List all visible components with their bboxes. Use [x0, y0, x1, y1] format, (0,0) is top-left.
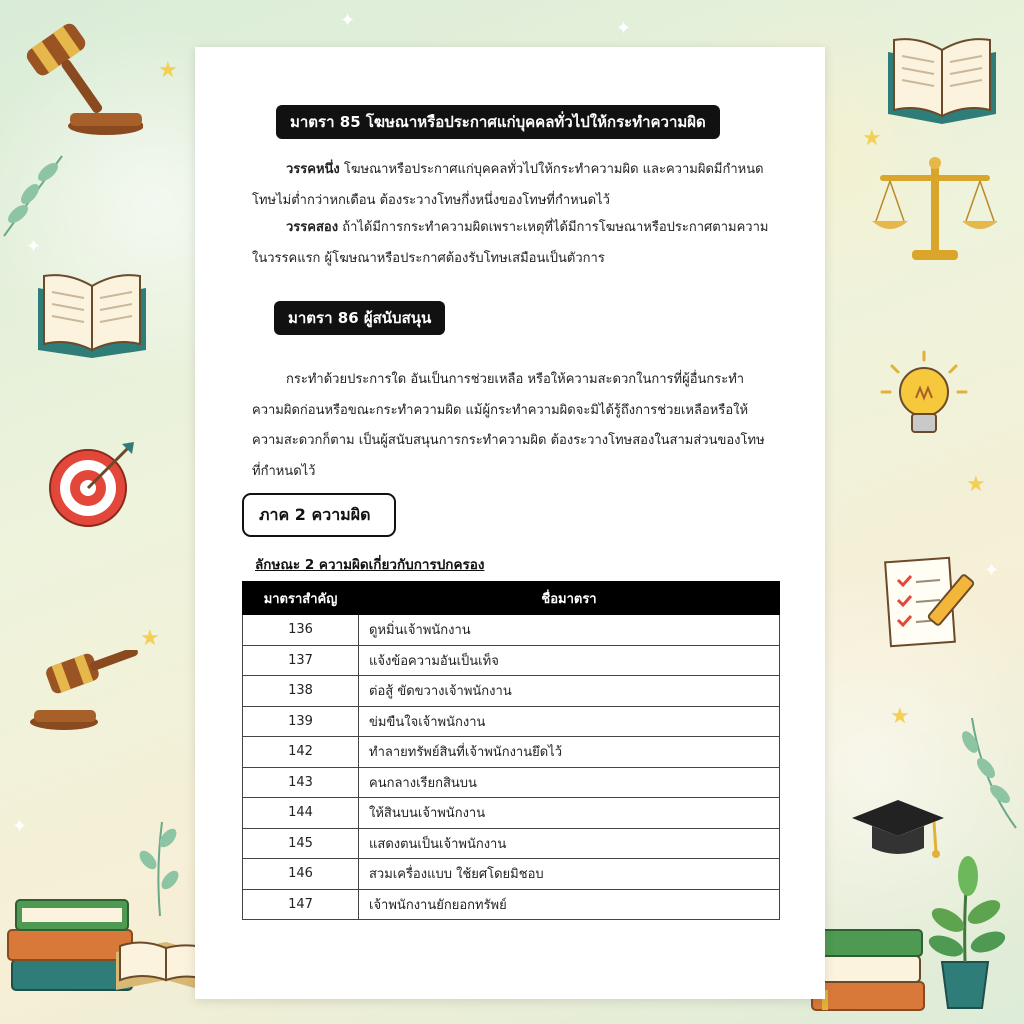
column-header-section: มาตราสำคัญ	[243, 582, 359, 615]
gavel-icon	[28, 650, 148, 732]
book-stack-icon	[808, 926, 928, 1016]
plant-icon	[134, 818, 184, 918]
sparkle-icon: ✦	[616, 18, 632, 39]
table-header-row	[243, 582, 780, 615]
plant-icon	[912, 850, 1017, 1014]
section-name: แสดงตนเป็นเจ้าพนักงาน	[359, 828, 780, 859]
section-number: 147	[243, 889, 359, 920]
section-number: 139	[243, 706, 359, 737]
lightbulb-icon	[878, 348, 970, 443]
section-name: สวมเครื่องแบบ ใช้ยศโดยมิชอบ	[359, 859, 780, 890]
section-number: 137	[243, 645, 359, 676]
section-name: คนกลางเรียกสินบน	[359, 767, 780, 798]
section-name: ดูหมิ่นเจ้าพนักงาน	[359, 615, 780, 646]
table-row	[243, 615, 780, 646]
table-row	[243, 737, 780, 768]
document-page	[195, 47, 825, 999]
section-name: ให้สินบนเจ้าพนักงาน	[359, 798, 780, 829]
section-number: 143	[243, 767, 359, 798]
star-icon: ★	[140, 626, 160, 651]
paragraph-text: ถ้าได้มีการกระทำความผิดเพราะเหตุที่ได้มีการโฆษณาหรือประกาศตามความในวรรคแรก ผู้โฆษณาหรือประกาศต้องรับโทษเสมือนเป็นตัวการ	[252, 220, 769, 266]
section-number: 146	[243, 859, 359, 890]
sparkle-icon: ✦	[12, 816, 28, 837]
table-row	[243, 828, 780, 859]
section-number: 145	[243, 828, 359, 859]
paragraph-label: วรรคสอง	[286, 220, 339, 235]
table-row	[243, 645, 780, 676]
open-book-icon	[34, 268, 152, 360]
plant-icon	[0, 150, 70, 240]
star-icon: ★	[862, 126, 882, 151]
paragraph-text: กระทำด้วยประการใด อันเป็นการช่วยเหลือ หรือให้ความสะดวกในการที่ผู้อื่นกระทำความผิดก่อนหรือขณะกระทำความผิด แม้ผู้กระทำความผิดจะมิได้รู้ถึงการช่วยเหลือหรือให้ความสะดวกก็ตาม เป็นผู้สนับสนุนการกระทำความผิด ต้องระวางโทษสองในสามส่วนของโทษที่กำหนดไว้	[252, 372, 765, 479]
plant-icon	[942, 712, 1022, 832]
section-86-title: มาตรา 86 ผู้สนับสนุน	[274, 301, 445, 335]
table-row	[243, 767, 780, 798]
section-number: 142	[243, 737, 359, 768]
sections-table	[242, 581, 780, 920]
target-icon	[46, 440, 138, 530]
section-name: เจ้าพนักงานยักยอกทรัพย์	[359, 889, 780, 920]
star-icon: ★	[966, 472, 986, 497]
star-icon: ★	[158, 58, 178, 83]
section-85-paragraph-2	[252, 213, 772, 274]
table-row	[243, 859, 780, 890]
open-book-icon	[884, 32, 1002, 127]
scales-icon	[868, 155, 1003, 267]
table-row	[243, 676, 780, 707]
table-row	[243, 706, 780, 737]
section-85-paragraph-1	[252, 155, 772, 216]
checklist-icon	[882, 552, 982, 650]
section-86-paragraph	[252, 365, 772, 487]
paragraph-text: โฆษณาหรือประกาศแก่บุคคลทั่วไปให้กระทำความผิด และความผิดมีกำหนดโทษไม่ต่ำกว่าหกเดือน ต้องระวางโทษกึ่งหนึ่งของโทษที่กำหนดไว้	[252, 162, 764, 208]
book-stack-icon	[6, 876, 221, 1011]
table-row	[243, 798, 780, 829]
section-85-title: มาตรา 85 โฆษณาหรือประกาศแก่บุคคลทั่วไปให้กระทำความผิด	[276, 105, 720, 139]
star-icon: ★	[890, 704, 910, 729]
gavel-icon	[8, 18, 143, 138]
section-number: 138	[243, 676, 359, 707]
part-title: ภาค 2 ความผิด	[242, 493, 396, 537]
section-number: 144	[243, 798, 359, 829]
section-name: ทำลายทรัพย์สินที่เจ้าพนักงานยึดไว้	[359, 737, 780, 768]
sparkle-icon: ✦	[984, 560, 1000, 581]
section-number: 136	[243, 615, 359, 646]
section-name: ข่มขืนใจเจ้าพนักงาน	[359, 706, 780, 737]
chapter-title: ลักษณะ 2 ความผิดเกี่ยวกับการปกครอง	[255, 557, 485, 573]
paragraph-label: วรรคหนึ่ง	[286, 162, 340, 177]
column-header-name: ชื่อมาตรา	[359, 582, 780, 615]
sparkle-icon: ✦	[26, 236, 42, 257]
table-row	[243, 889, 780, 920]
section-name: แจ้งข้อความอันเป็นเท็จ	[359, 645, 780, 676]
sparkle-icon: ✦	[340, 10, 356, 31]
section-name: ต่อสู้ ขัดขวางเจ้าพนักงาน	[359, 676, 780, 707]
